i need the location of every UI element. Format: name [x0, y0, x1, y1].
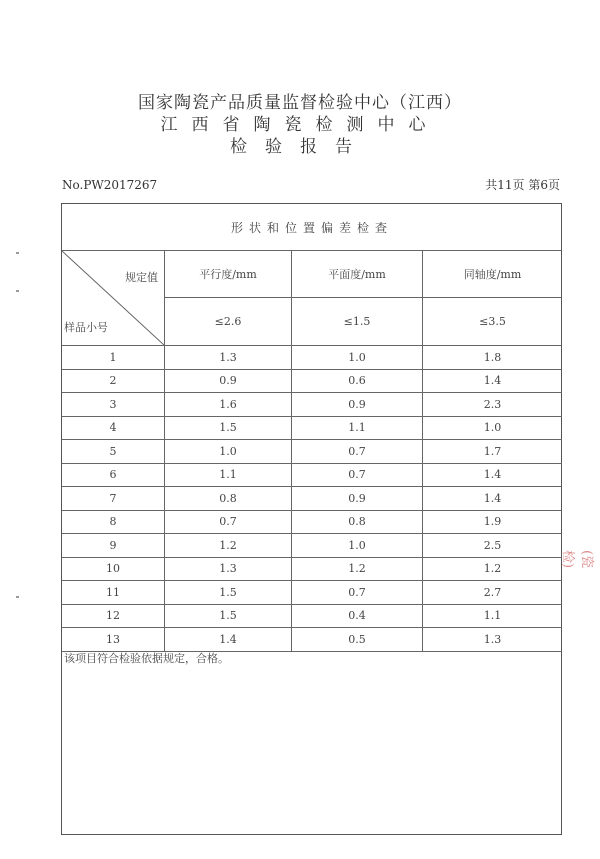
measurement-cell: 1.9 — [423, 510, 563, 534]
table-row — [62, 463, 562, 487]
table-row — [62, 557, 562, 581]
measurement-cell: 1.1 — [165, 463, 292, 487]
scan-dot — [16, 596, 19, 598]
corner-header — [62, 251, 165, 346]
measurement-cell: 0.4 — [292, 604, 423, 628]
sample-number: 5 — [62, 440, 165, 464]
measurement-cell: 1.1 — [292, 416, 423, 440]
measurement-cell: 1.0 — [165, 440, 292, 464]
measurement-cell: 0.9 — [292, 393, 423, 417]
sample-number: 12 — [62, 604, 165, 628]
measurement-cell: 0.7 — [292, 463, 423, 487]
measurement-cell: 1.3 — [423, 628, 563, 652]
limit-cell: ≤2.6 — [165, 298, 292, 346]
table-row — [62, 628, 562, 652]
measurement-cell: 1.4 — [423, 463, 563, 487]
report-frame — [61, 203, 562, 835]
report-number: No.PW2017267 — [62, 178, 158, 192]
measurement-cell: 1.2 — [165, 534, 292, 558]
table-row — [62, 416, 562, 440]
measurement-cell: 1.6 — [165, 393, 292, 417]
table-row — [62, 487, 562, 511]
measurement-cell: 1.8 — [423, 346, 563, 370]
measurement-cell: 0.7 — [165, 510, 292, 534]
measurement-cell: 2.3 — [423, 393, 563, 417]
sample-number: 11 — [62, 581, 165, 605]
scan-dot — [16, 252, 19, 254]
sample-number: 8 — [62, 510, 165, 534]
measurement-cell: 0.7 — [292, 440, 423, 464]
page-info: 共11页 第6页 — [485, 178, 560, 192]
measurement-cell: 1.1 — [423, 604, 563, 628]
measurement-cell: 2.5 — [423, 534, 563, 558]
sample-number: 10 — [62, 557, 165, 581]
corner-label-spec: 规定值 — [125, 271, 158, 284]
measurement-cell: 1.3 — [165, 557, 292, 581]
sample-number: 1 — [62, 346, 165, 370]
table-row — [62, 369, 562, 393]
measurement-cell: 1.7 — [423, 440, 563, 464]
measurement-cell: 0.9 — [292, 487, 423, 511]
measurement-cell: 1.5 — [165, 581, 292, 605]
measurement-cell: 0.8 — [292, 510, 423, 534]
institution-name: 国家陶瓷产品质量监督检验中心（江西） — [138, 93, 462, 113]
measurement-cell: 1.4 — [165, 628, 292, 652]
measurement-cell: 1.5 — [165, 604, 292, 628]
sample-number: 6 — [62, 463, 165, 487]
measurement-cell: 1.4 — [423, 487, 563, 511]
measurement-cell: 0.5 — [292, 628, 423, 652]
table-row — [62, 534, 562, 558]
measurement-cell: 1.2 — [292, 557, 423, 581]
sample-number: 3 — [62, 393, 165, 417]
table-row — [62, 393, 562, 417]
sample-number: 9 — [62, 534, 165, 558]
scan-dot — [16, 290, 19, 292]
report-title: 检验报告 — [230, 137, 370, 157]
table-row — [62, 604, 562, 628]
center-name: 江西省陶瓷检测中心 — [160, 115, 440, 135]
measurement-cell: 1.5 — [165, 416, 292, 440]
column-header: 同轴度/mm — [423, 251, 563, 298]
column-header: 平行度/mm — [165, 251, 292, 298]
measurement-cell: 1.0 — [423, 416, 563, 440]
sample-number: 7 — [62, 487, 165, 511]
table-row — [62, 440, 562, 464]
stamp-mark — [560, 538, 594, 648]
measurement-cell: 1.2 — [423, 557, 563, 581]
measurement-cell: 0.7 — [292, 581, 423, 605]
measurement-cell: 0.8 — [165, 487, 292, 511]
report-header — [0, 92, 600, 158]
measurement-cell: 0.6 — [292, 369, 423, 393]
table-row — [62, 581, 562, 605]
table-row — [62, 346, 562, 370]
measurement-cell: 2.7 — [423, 581, 563, 605]
corner-label-sample: 样品小号 — [64, 321, 108, 334]
measurement-cell: 1.4 — [423, 369, 563, 393]
measurement-cell: 1.3 — [165, 346, 292, 370]
column-header: 平面度/mm — [292, 251, 423, 298]
conclusion-text: 该项目符合检验依据规定，合格。 — [64, 652, 229, 665]
sample-number: 13 — [62, 628, 165, 652]
measurement-cell: 1.0 — [292, 534, 423, 558]
table-row — [62, 510, 562, 534]
limit-cell: ≤3.5 — [423, 298, 563, 346]
table-caption: 形状和位置偏差检查 — [62, 204, 562, 251]
stamp-text: (瓷检) — [560, 550, 594, 569]
measurement-cell: 0.9 — [165, 369, 292, 393]
sample-number: 4 — [62, 416, 165, 440]
measurement-cell: 1.0 — [292, 346, 423, 370]
sample-number: 2 — [62, 369, 165, 393]
deviation-table — [62, 204, 562, 652]
limit-cell: ≤1.5 — [292, 298, 423, 346]
